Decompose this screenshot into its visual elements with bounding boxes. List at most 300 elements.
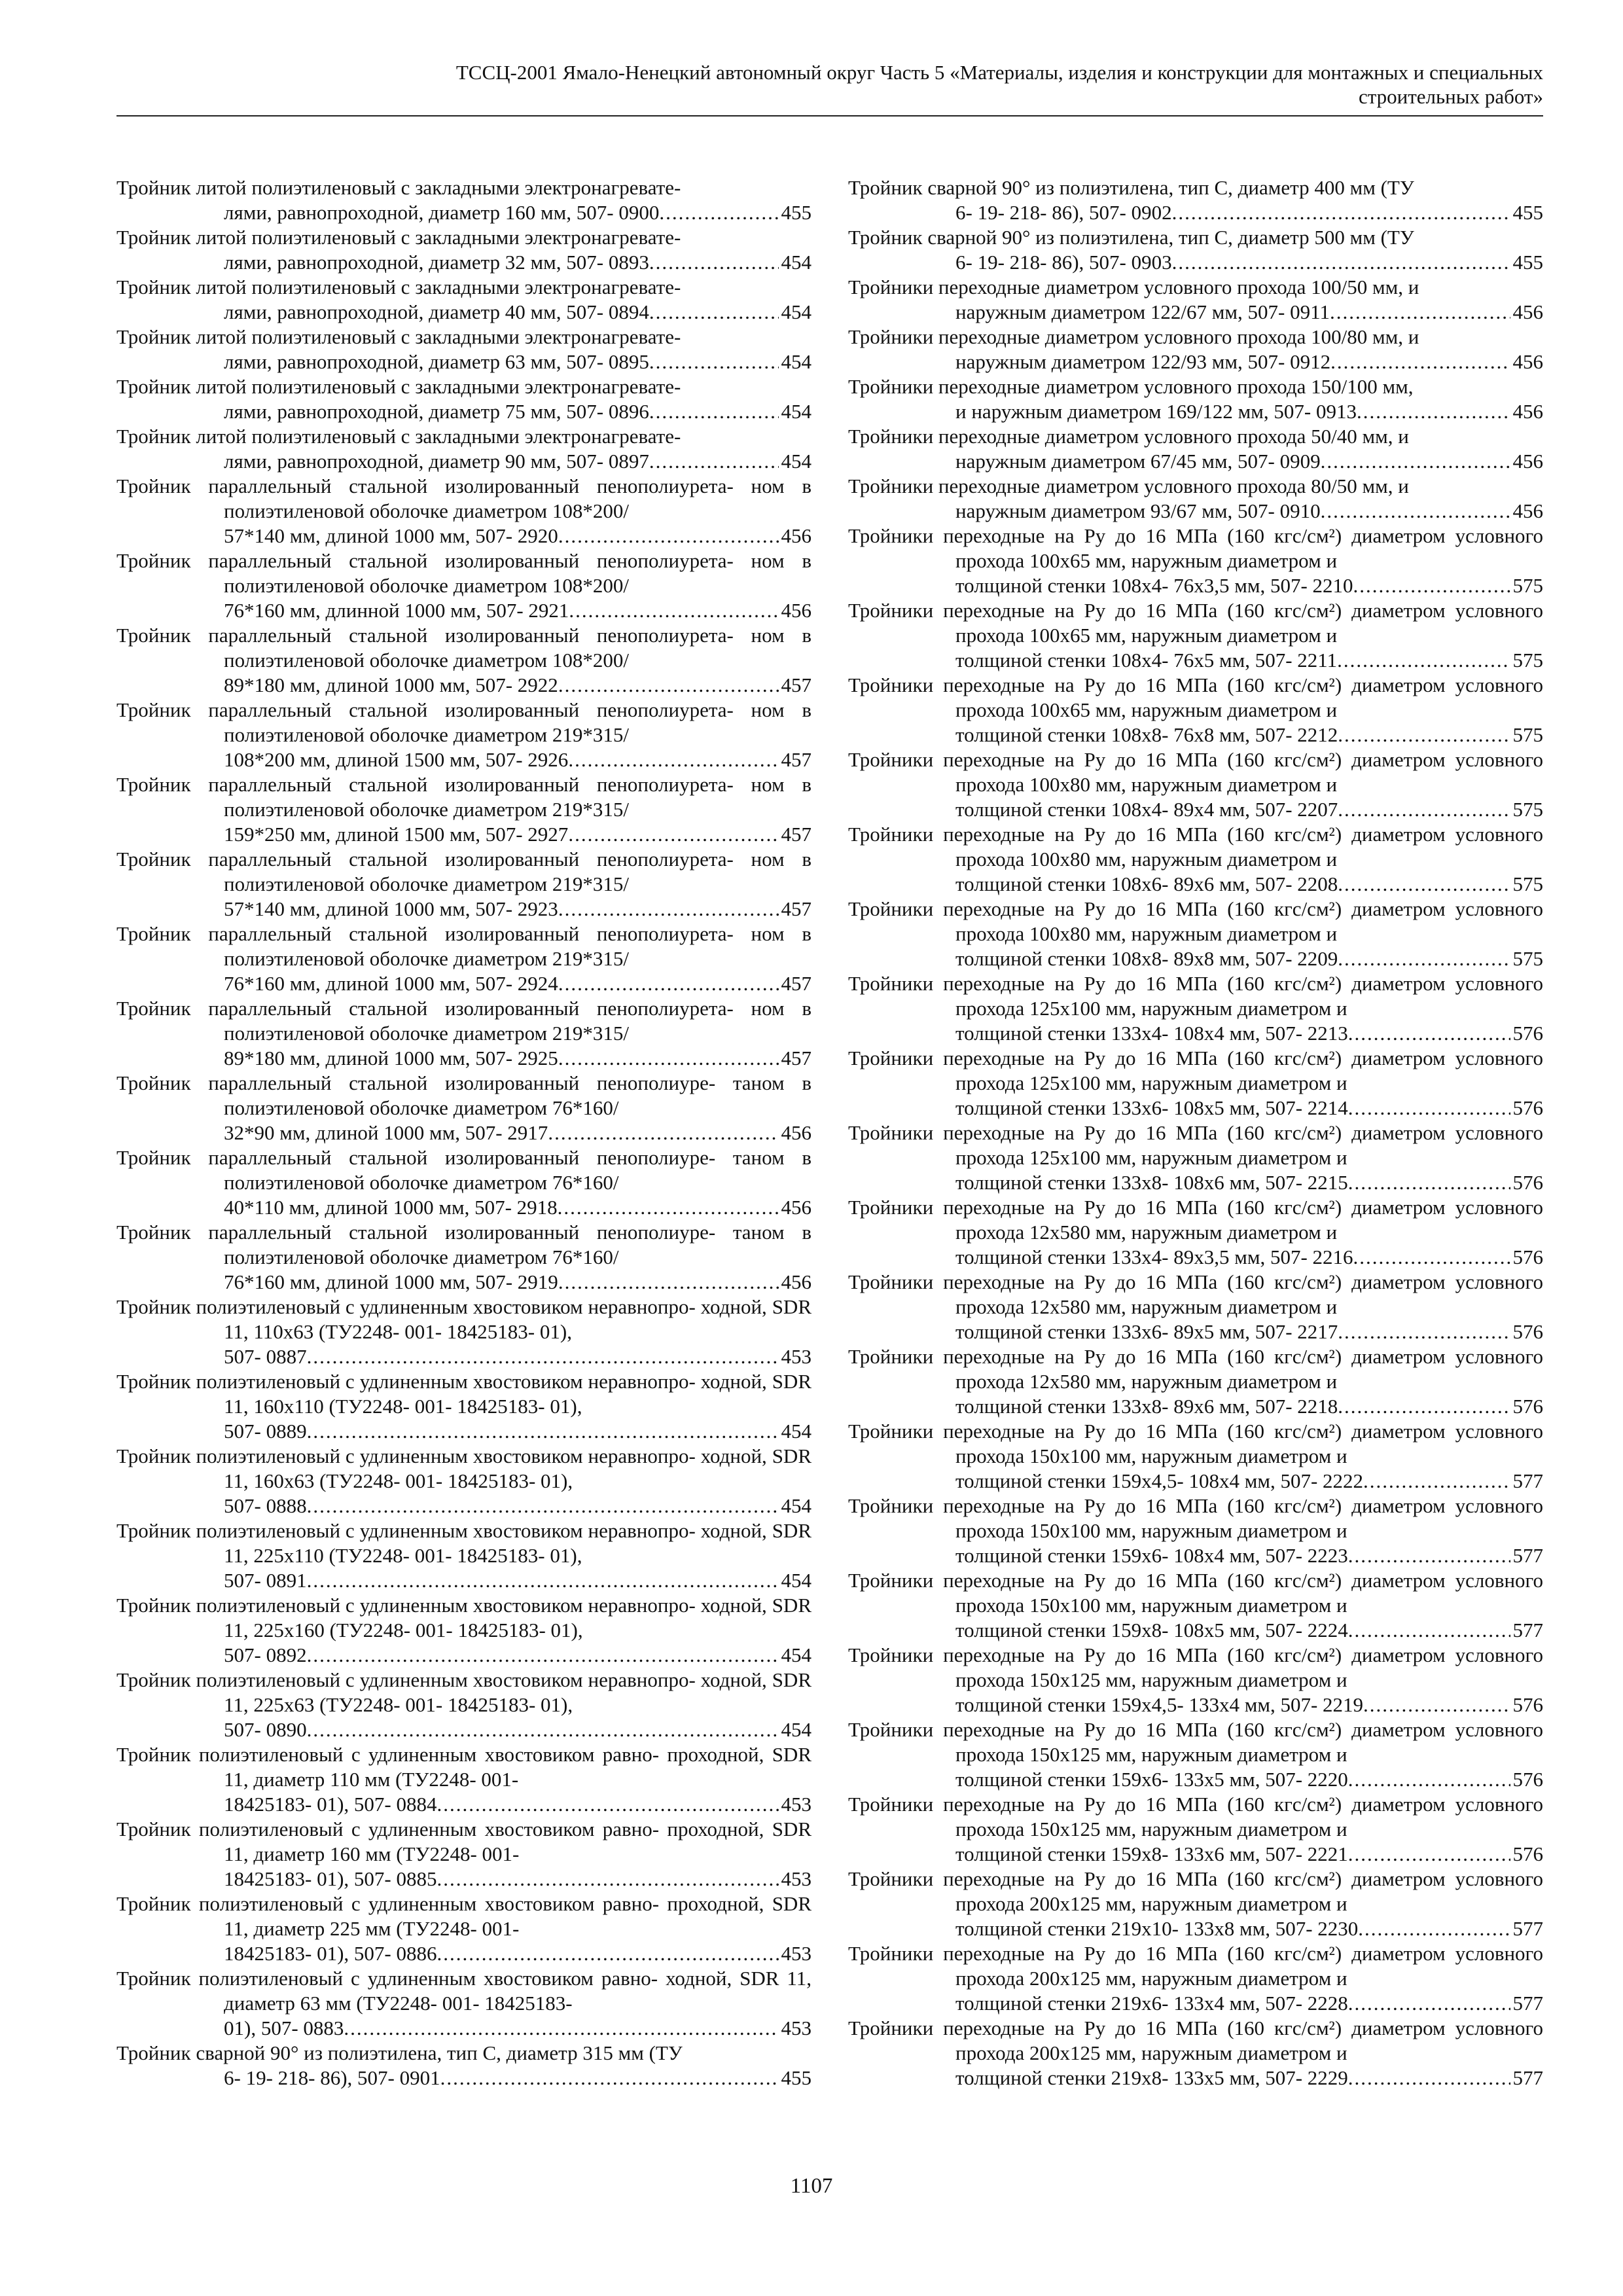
index-entry-reference: толщиной стенки 108х4- 76х3,5 мм, 507- 2210 bbox=[955, 574, 1353, 597]
index-entry bbox=[848, 1568, 1543, 1643]
index-entry-reference: толщиной стенки 159х4,5- 133х4 мм, 507- 2219 bbox=[955, 1693, 1364, 1716]
index-entry-page: 456 bbox=[1512, 400, 1543, 423]
dot-leader bbox=[1348, 1618, 1510, 1643]
index-entry-page: 456 bbox=[781, 599, 812, 622]
index-entry-page: 453 bbox=[781, 1793, 812, 1816]
index-entry-reference: толщиной стенки 159х8- 108х5 мм, 507- 2224 bbox=[955, 1619, 1348, 1641]
index-entry-reference: толщиной стенки 159х6- 108х4 мм, 507- 2223 bbox=[955, 1544, 1348, 1567]
index-entry-text: Тройник параллельный стальной изолированный пенополиурета- ном в полиэтиленовой оболочке диаметром 219*315/ bbox=[116, 848, 812, 895]
index-entry-last-line bbox=[224, 1121, 812, 1145]
index-entry bbox=[848, 673, 1543, 747]
dot-leader bbox=[1338, 723, 1510, 747]
index-entry-reference: 89*180 мм, длиной 1000 мм, 507- 2922 bbox=[224, 673, 558, 696]
dot-leader bbox=[558, 897, 779, 922]
index-entry-last-line bbox=[955, 648, 1543, 673]
index-entry-text: Тройники переходные на Ру до 16 МПа (160 кгс/см²) диаметром условного прохода 100х80 мм, наружным диаметром и bbox=[848, 823, 1543, 870]
index-entry-page: 456 bbox=[1512, 350, 1543, 373]
index-entry-reference: толщиной стенки 133х4- 108х4 мм, 507- 2213 bbox=[955, 1022, 1348, 1045]
index-entry bbox=[116, 996, 812, 1071]
page-number: 1107 bbox=[790, 2174, 833, 2198]
index-entry-text: Тройник полиэтиленовый с удлиненным хвостовиком равно- ходной, SDR 11, диаметр 63 мм (ТУ2248- 001- 18425183- bbox=[116, 1967, 812, 2015]
dot-leader bbox=[437, 1941, 778, 1966]
index-entry-reference: толщиной стенки 108х8- 89х8 мм, 507- 2209 bbox=[955, 947, 1338, 970]
dot-leader bbox=[307, 1717, 779, 1742]
index-entry-page: 575 bbox=[1512, 798, 1543, 821]
index-entry-text: Тройники переходные на Ру до 16 МПа (160 кгс/см²) диаметром условного прохода 200х125 мм, наружным диаметром и bbox=[848, 1942, 1543, 1990]
dot-leader bbox=[1338, 797, 1510, 822]
dot-leader bbox=[659, 200, 778, 225]
index-entry-page: 456 bbox=[1512, 450, 1543, 473]
index-entry-page: 456 bbox=[781, 1121, 812, 1144]
index-entry-reference: наружным диаметром 122/67 мм, 507- 0911 bbox=[955, 300, 1330, 323]
index-entry-reference: толщиной стенки 108х4- 89х4 мм, 507- 2207 bbox=[955, 798, 1338, 821]
index-entry-page: 577 bbox=[1512, 1992, 1543, 2015]
index-entry bbox=[116, 1966, 812, 2041]
index-entry-last-line bbox=[955, 200, 1543, 225]
index-entry-last-line bbox=[955, 1170, 1543, 1195]
index-entry-page: 454 bbox=[781, 450, 812, 473]
dot-leader bbox=[1330, 350, 1510, 374]
index-entry-text: Тройник литой полиэтиленовый с закладными электронагревате- bbox=[116, 375, 681, 398]
index-entry-reference: 507- 0889 bbox=[224, 1420, 307, 1443]
index-entry-text: Тройник параллельный стальной изолированный пенополиурета- ном в полиэтиленовой оболочке диаметром 219*315/ bbox=[116, 773, 812, 821]
index-entry-reference: 57*140 мм, длиной 1000 мм, 507- 2923 bbox=[224, 897, 558, 920]
index-entry-reference: толщиной стенки 219х8- 133х5 мм, 507- 2229 bbox=[955, 2066, 1348, 2089]
index-entry-reference: 507- 0891 bbox=[224, 1569, 307, 1592]
index-entry-text: Тройник литой полиэтиленовый с закладными электронагревате- bbox=[116, 226, 681, 249]
index-entry-last-line bbox=[224, 300, 812, 325]
index-entry-page: 457 bbox=[781, 748, 812, 771]
index-entry-last-line bbox=[955, 723, 1543, 747]
index-entry-text: Тройники переходные на Ру до 16 МПа (160 кгс/см²) диаметром условного прохода 100х80 мм, наружным диаметром и bbox=[848, 748, 1543, 796]
index-entry-page: 454 bbox=[781, 350, 812, 373]
index-entry-last-line bbox=[224, 822, 812, 847]
index-entry-page: 454 bbox=[781, 1494, 812, 1517]
dot-leader bbox=[1330, 300, 1510, 325]
index-entry-text: Тройник полиэтиленовый с удлиненным хвостовиком равно- проходной, SDR 11, диаметр 225 мм (ТУ2248- 001- bbox=[116, 1892, 812, 1940]
index-entry-last-line bbox=[224, 449, 812, 474]
index-entry bbox=[848, 1494, 1543, 1568]
index-entry-last-line bbox=[224, 1792, 812, 1817]
index-entry bbox=[848, 822, 1543, 897]
index-entry bbox=[848, 1344, 1543, 1419]
index-entry-text: Тройник параллельный стальной изолированный пенополиуре- таном в полиэтиленовой оболочке диаметром 76*160/ bbox=[116, 1146, 812, 1194]
index-entry bbox=[848, 2016, 1543, 2090]
index-entry-page: 454 bbox=[781, 300, 812, 323]
index-entry-last-line bbox=[224, 1344, 812, 1369]
index-entry-text: Тройник полиэтиленовый с удлиненным хвостовиком равно- проходной, SDR 11, диаметр 110 мм (ТУ2248- 001- bbox=[116, 1743, 812, 1791]
index-entry-page: 457 bbox=[781, 673, 812, 696]
index-entry-last-line bbox=[224, 350, 812, 374]
dot-leader bbox=[1363, 1469, 1510, 1494]
index-entry-page: 454 bbox=[781, 251, 812, 274]
index-entry-last-line bbox=[224, 1494, 812, 1518]
index-entry-reference: 89*180 мм, длиной 1000 мм, 507- 2925 bbox=[224, 1047, 558, 1069]
index-entry bbox=[116, 474, 812, 548]
index-entry-page: 576 bbox=[1512, 1096, 1543, 1119]
index-entry-reference: толщиной стенки 133х6- 108х5 мм, 507- 2214 bbox=[955, 1096, 1348, 1119]
index-entry-page: 454 bbox=[781, 1420, 812, 1443]
index-entry bbox=[848, 1867, 1543, 1941]
index-entry-page: 456 bbox=[781, 1196, 812, 1219]
index-entry bbox=[848, 1121, 1543, 1195]
index-entry bbox=[848, 747, 1543, 822]
index-entry-text: Тройник литой полиэтиленовый с закладными электронагревате- bbox=[116, 425, 681, 448]
dot-leader bbox=[649, 350, 779, 374]
header-title-line2: строительных работ» bbox=[1358, 85, 1543, 108]
index-entry bbox=[848, 1792, 1543, 1867]
index-entry-reference: толщиной стенки 219х6- 133х4 мм, 507- 2228 bbox=[955, 1992, 1348, 2015]
index-entry-last-line bbox=[955, 797, 1543, 822]
index-entry bbox=[848, 598, 1543, 673]
index-entry-reference: 18425183- 01), 507- 0886 bbox=[224, 1942, 437, 1965]
index-entry-reference: 32*90 мм, длиной 1000 мм, 507- 2917 bbox=[224, 1121, 548, 1144]
index-entry-reference: 76*160 мм, длинной 1000 мм, 507- 2921 bbox=[224, 599, 569, 622]
index-entry-reference: 40*110 мм, длиной 1000 мм, 507- 2918 bbox=[224, 1196, 558, 1219]
index-entry-page: 457 bbox=[781, 1047, 812, 1069]
index-entry-page: 576 bbox=[1512, 1246, 1543, 1268]
index-entry bbox=[116, 374, 812, 424]
index-entry-last-line bbox=[224, 971, 812, 996]
index-entry-text: Тройники переходные диаметром условного прохода 100/80 мм, и bbox=[848, 325, 1419, 348]
index-entry-last-line bbox=[224, 2066, 812, 2090]
index-entry-page: 577 bbox=[1512, 1469, 1543, 1492]
index-entry-reference: лями, равнопроходной, диаметр 40 мм, 507- 0894 bbox=[224, 300, 649, 323]
dot-leader bbox=[1348, 1170, 1510, 1195]
index-entry-reference: наружным диаметром 67/45 мм, 507- 0909 bbox=[955, 450, 1321, 473]
index-entry bbox=[116, 1444, 812, 1518]
index-entry-last-line bbox=[955, 449, 1543, 474]
index-entry bbox=[116, 772, 812, 847]
dot-leader bbox=[568, 822, 778, 847]
index-entry-last-line bbox=[224, 399, 812, 424]
index-entry-text: Тройник полиэтиленовый с удлиненным хвостовиком неравнопро- ходной, SDR 11, 160х110 (ТУ2248- 001- 18425183- 01), bbox=[116, 1370, 812, 1418]
index-entry-last-line bbox=[224, 1643, 812, 1668]
index-entry-reference: 76*160 мм, длиной 1000 мм, 507- 2924 bbox=[224, 972, 558, 995]
index-entry bbox=[116, 548, 812, 623]
index-entry bbox=[848, 1195, 1543, 1270]
dot-leader bbox=[1348, 1767, 1510, 1792]
index-entry-last-line bbox=[955, 2066, 1543, 2090]
dot-leader bbox=[1338, 1394, 1510, 1419]
index-entry-page: 575 bbox=[1512, 872, 1543, 895]
index-entry-text: Тройники переходные на Ру до 16 МПа (160 кгс/см²) диаметром условного прохода 12х580 мм, наружным диаметром и bbox=[848, 1270, 1543, 1318]
index-entry bbox=[116, 1145, 812, 1220]
index-entry-last-line bbox=[224, 2016, 812, 2041]
index-entry-text: Тройник литой полиэтиленовый с закладными электронагревате- bbox=[116, 325, 681, 348]
dot-leader bbox=[649, 399, 779, 424]
dot-leader bbox=[1348, 1096, 1510, 1121]
index-entry-text: Тройники переходные диаметром условного прохода 100/50 мм, и bbox=[848, 276, 1419, 298]
dot-leader bbox=[1348, 1543, 1510, 1568]
index-entry-reference: толщиной стенки 159х4,5- 108х4 мм, 507- 2222 bbox=[955, 1469, 1364, 1492]
index-entry-text: Тройники переходные на Ру до 16 МПа (160 кгс/см²) диаметром условного прохода 150х125 мм, наружным диаметром и bbox=[848, 1643, 1543, 1691]
index-entry bbox=[848, 1643, 1543, 1717]
index-entry bbox=[116, 1817, 812, 1892]
index-entry bbox=[116, 1668, 812, 1742]
index-entry-last-line bbox=[224, 524, 812, 548]
index-entry-text: Тройники переходные диаметром условного прохода 150/100 мм, bbox=[848, 375, 1414, 398]
index-entry-last-line bbox=[224, 747, 812, 772]
index-entry bbox=[848, 325, 1543, 374]
index-entry-text: Тройник параллельный стальной изолированный пенополиурета- ном в полиэтиленовой оболочке диаметром 108*200/ bbox=[116, 549, 812, 597]
index-entry-last-line bbox=[955, 872, 1543, 897]
index-entry-page: 453 bbox=[781, 1867, 812, 1890]
index-entry-text: Тройник параллельный стальной изолированный пенополиурета- ном в полиэтиленовой оболочке диаметром 108*200/ bbox=[116, 475, 812, 522]
index-entry-last-line bbox=[955, 1767, 1543, 1792]
index-entry-text: Тройники переходные на Ру до 16 МПа (160 кгс/см²) диаметром условного прохода 12х580 мм, наружным диаметром и bbox=[848, 1196, 1543, 1244]
index-entry-reference: 76*160 мм, длиной 1000 мм, 507- 2919 bbox=[224, 1270, 558, 1293]
dot-leader bbox=[1358, 1916, 1510, 1941]
index-entry-reference: 507- 0890 bbox=[224, 1718, 307, 1741]
dot-leader bbox=[307, 1419, 779, 1444]
index-entry-last-line bbox=[224, 598, 812, 623]
index-entry-text: Тройник параллельный стальной изолированный пенополиурета- ном в полиэтиленовой оболочке диаметром 219*315/ bbox=[116, 698, 812, 746]
index-entry-text: Тройник полиэтиленовый с удлиненным хвостовиком равно- проходной, SDR 11, диаметр 160 мм (ТУ2248- 001- bbox=[116, 1818, 812, 1865]
dot-leader bbox=[1357, 399, 1510, 424]
index-entry-text: Тройник полиэтиленовый с удлиненным хвостовиком неравнопро- ходной, SDR 11, 110х63 (ТУ2248- 001- 18425183- 01), bbox=[116, 1295, 812, 1343]
index-entry-page: 576 bbox=[1512, 1768, 1543, 1791]
index-entry-last-line bbox=[224, 897, 812, 922]
index-entry-text: Тройники переходные на Ру до 16 МПа (160 кгс/см²) диаметром условного прохода 150х125 мм, наружным диаметром и bbox=[848, 1793, 1543, 1840]
dot-leader bbox=[558, 1046, 779, 1071]
index-entry-last-line bbox=[955, 250, 1543, 275]
dot-leader bbox=[558, 1195, 779, 1220]
index-entry bbox=[116, 1892, 812, 1966]
index-entry-page: 577 bbox=[1512, 2066, 1543, 2089]
index-entry bbox=[116, 623, 812, 698]
dot-leader bbox=[1353, 1245, 1510, 1270]
index-entry bbox=[116, 424, 812, 474]
index-entry-page: 454 bbox=[781, 1718, 812, 1741]
index-entry bbox=[116, 1220, 812, 1295]
index-entry-page: 576 bbox=[1512, 1320, 1543, 1343]
dot-leader bbox=[1353, 573, 1510, 598]
index-entry bbox=[116, 847, 812, 922]
index-entry bbox=[116, 1518, 812, 1593]
dot-leader bbox=[1172, 200, 1510, 225]
dot-leader bbox=[1338, 946, 1510, 971]
index-entry-text: Тройник параллельный стальной изолированный пенополиурета- ном в полиэтиленовой оболочке диаметром 108*200/ bbox=[116, 624, 812, 672]
index-entry-reference: лями, равнопроходной, диаметр 160 мм, 507- 0900 bbox=[224, 201, 660, 224]
index-entry-text: Тройники переходные на Ру до 16 МПа (160 кгс/см²) диаметром условного прохода 100х65 мм, наружным диаметром и bbox=[848, 673, 1543, 721]
index-entry-page: 454 bbox=[781, 1569, 812, 1592]
dot-leader bbox=[558, 673, 779, 698]
index-entry-text: Тройник сварной 90° из полиэтилена, тип С, диаметр 400 мм (ТУ bbox=[848, 176, 1414, 199]
index-entry-text: Тройник полиэтиленовый с удлиненным хвостовиком неравнопро- ходной, SDR 11, 225х110 (ТУ2248- 001- 18425183- 01), bbox=[116, 1519, 812, 1567]
index-entry bbox=[848, 971, 1543, 1046]
index-entry bbox=[116, 922, 812, 996]
index-entry-reference: 18425183- 01), 507- 0885 bbox=[224, 1867, 437, 1890]
index-entry-last-line bbox=[955, 1394, 1543, 1419]
index-column-left bbox=[116, 175, 812, 2090]
index-entry-text: Тройник полиэтиленовый с удлиненным хвостовиком неравнопро- ходной, SDR 11, 225х160 (ТУ2248- 001- 18425183- 01), bbox=[116, 1594, 812, 1641]
index-entry bbox=[116, 1071, 812, 1145]
index-entry-page: 577 bbox=[1512, 1917, 1543, 1940]
index-entry-reference: 6- 19- 218- 86), 507- 0902 bbox=[955, 201, 1172, 224]
index-entry-page: 456 bbox=[781, 524, 812, 547]
index-entry-reference: лями, равнопроходной, диаметр 32 мм, 507- 0893 bbox=[224, 251, 649, 274]
index-entry-text: Тройники переходные на Ру до 16 МПа (160 кгс/см²) диаметром условного прохода 12х580 мм, наружным диаметром и bbox=[848, 1345, 1543, 1393]
index-entry-last-line bbox=[955, 1469, 1543, 1494]
index-entry bbox=[116, 225, 812, 275]
index-entry-text: Тройник полиэтиленовый с удлиненным хвостовиком неравнопро- ходной, SDR 11, 225х63 (ТУ2248- 001- 18425183- 01), bbox=[116, 1668, 812, 1716]
dot-leader bbox=[548, 1121, 778, 1145]
index-entry-reference: толщиной стенки 159х8- 133х6 мм, 507- 2221 bbox=[955, 1842, 1348, 1865]
index-entry bbox=[848, 1270, 1543, 1344]
index-entry-text: Тройники переходные на Ру до 16 МПа (160 кгс/см²) диаметром условного прохода 200х125 мм, наружным диаметром и bbox=[848, 1867, 1543, 1915]
index-entry bbox=[116, 325, 812, 374]
index-entry-page: 457 bbox=[781, 823, 812, 846]
index-entry-page: 455 bbox=[781, 201, 812, 224]
index-entry-last-line bbox=[224, 250, 812, 275]
index-entry-page: 576 bbox=[1512, 1395, 1543, 1418]
index-entry-text: Тройник сварной 90° из полиэтилена, тип С, диаметр 315 мм (ТУ bbox=[116, 2041, 683, 2064]
dot-leader bbox=[1348, 1021, 1510, 1046]
index-entry-page: 576 bbox=[1512, 1171, 1543, 1194]
index-entry-text: Тройники переходные диаметром условного прохода 80/50 мм, и bbox=[848, 475, 1409, 497]
index-entry-last-line bbox=[224, 1717, 812, 1742]
index-entry-reference: наружным диаметром 93/67 мм, 507- 0910 bbox=[955, 499, 1321, 522]
header-divider bbox=[116, 115, 1543, 117]
index-entry-reference: лями, равнопроходной, диаметр 75 мм, 507- 0896 bbox=[224, 400, 649, 423]
dot-leader bbox=[307, 1344, 779, 1369]
index-entry-page: 454 bbox=[781, 1643, 812, 1666]
page-header bbox=[116, 60, 1543, 109]
index-entry-last-line bbox=[955, 499, 1543, 524]
index-entry-text: Тройники переходные на Ру до 16 МПа (160 кгс/см²) диаметром условного прохода 100х65 мм, наружным диаметром и bbox=[848, 599, 1543, 647]
index-entry-reference: лями, равнопроходной, диаметр 90 мм, 507- 0897 bbox=[224, 450, 649, 473]
index-entry-reference: толщиной стенки 108х6- 89х6 мм, 507- 2208 bbox=[955, 872, 1338, 895]
dot-leader bbox=[1363, 1693, 1510, 1717]
dot-leader bbox=[307, 1494, 779, 1518]
index-entry bbox=[116, 1369, 812, 1444]
index-entry-reference: 108*200 мм, длиной 1500 мм, 507- 2926 bbox=[224, 748, 569, 771]
index-entry-last-line bbox=[224, 1270, 812, 1295]
index-entry-reference: 507- 0892 bbox=[224, 1643, 307, 1666]
dot-leader bbox=[440, 2066, 779, 2090]
index-entry-page: 455 bbox=[1512, 201, 1543, 224]
index-entry bbox=[116, 698, 812, 772]
dot-leader bbox=[569, 598, 778, 623]
index-entry-last-line bbox=[955, 1991, 1543, 2016]
index-entry-reference: толщиной стенки 108х8- 76х8 мм, 507- 2212 bbox=[955, 723, 1338, 746]
index-entry-text: Тройники переходные на Ру до 16 МПа (160 кгс/см²) диаметром условного прохода 150х100 мм, наружным диаметром и bbox=[848, 1569, 1543, 1617]
index-entry bbox=[848, 1419, 1543, 1494]
index-entry bbox=[848, 897, 1543, 971]
index-entry-page: 575 bbox=[1512, 649, 1543, 672]
index-entry-last-line bbox=[955, 1021, 1543, 1046]
index-entry-page: 575 bbox=[1512, 723, 1543, 746]
index-entry-page: 577 bbox=[1512, 1544, 1543, 1567]
index-entry-page: 456 bbox=[781, 1270, 812, 1293]
dot-leader bbox=[558, 524, 779, 548]
index-entry-page: 456 bbox=[1512, 499, 1543, 522]
index-entry bbox=[116, 1742, 812, 1817]
index-entry-text: Тройник параллельный стальной изолированный пенополиуре- таном в полиэтиленовой оболочке диаметром 76*160/ bbox=[116, 1221, 812, 1268]
index-entry bbox=[116, 1593, 812, 1668]
index-entry-reference: толщиной стенки 108х4- 76х5 мм, 507- 2211 bbox=[955, 649, 1338, 672]
index-entry-reference: и наружным диаметром 169/122 мм, 507- 0913 bbox=[955, 400, 1357, 423]
index-entry-last-line bbox=[224, 200, 812, 225]
index-entry-text: Тройники переходные на Ру до 16 МПа (160 кгс/см²) диаметром условного прохода 150х100 мм, наружным диаметром и bbox=[848, 1420, 1543, 1467]
index-entry bbox=[848, 524, 1543, 598]
index-entry bbox=[848, 1717, 1543, 1792]
dot-leader bbox=[344, 2016, 778, 2041]
index-entry-last-line bbox=[955, 1916, 1543, 1941]
dot-leader bbox=[307, 1568, 779, 1593]
index-entry-reference: наружным диаметром 122/93 мм, 507- 0912 bbox=[955, 350, 1331, 373]
index-entry-page: 455 bbox=[781, 2066, 812, 2089]
dot-leader bbox=[1338, 1319, 1510, 1344]
header-title-line1: ТССЦ-2001 Ямало-Ненецкий автономный округ Часть 5 «Материалы, изделия и конструкции для монтажных и специальных bbox=[455, 61, 1543, 84]
index-entry-last-line bbox=[955, 946, 1543, 971]
index-entry bbox=[116, 275, 812, 325]
dot-leader bbox=[1338, 872, 1510, 897]
index-entry-reference: 18425183- 01), 507- 0884 bbox=[224, 1793, 437, 1816]
index-entry-text: Тройник параллельный стальной изолированный пенополиурета- ном в полиэтиленовой оболочке диаметром 219*315/ bbox=[116, 922, 812, 970]
index-entry-text: Тройник сварной 90° из полиэтилена, тип С, диаметр 500 мм (ТУ bbox=[848, 226, 1414, 249]
dot-leader bbox=[1348, 1991, 1510, 2016]
index-entry-reference: 01), 507- 0883 bbox=[224, 2017, 344, 2039]
dot-leader bbox=[649, 449, 779, 474]
index-entry-page: 576 bbox=[1512, 1693, 1543, 1716]
index-entry-text: Тройники переходные на Ру до 16 МПа (160 кгс/см²) диаметром условного прохода 125х100 мм, наружным диаметром и bbox=[848, 972, 1543, 1020]
index-entry-text: Тройники переходные на Ру до 16 МПа (160 кгс/см²) диаметром условного прохода 100х65 мм, наружным диаметром и bbox=[848, 524, 1543, 572]
index-entry bbox=[848, 1941, 1543, 2016]
dot-leader bbox=[437, 1792, 778, 1817]
index-entry-last-line bbox=[955, 399, 1543, 424]
index-entry-last-line bbox=[224, 1867, 812, 1892]
dot-leader bbox=[1348, 1842, 1510, 1867]
dot-leader bbox=[437, 1867, 778, 1892]
index-entry-reference: 57*140 мм, длиной 1000 мм, 507- 2920 bbox=[224, 524, 558, 547]
index-entry-text: Тройники переходные на Ру до 16 МПа (160 кгс/см²) диаметром условного прохода 100х80 мм, наружным диаметром и bbox=[848, 897, 1543, 945]
dot-leader bbox=[649, 250, 779, 275]
index-entry-last-line bbox=[955, 1543, 1543, 1568]
index-entry-text: Тройники переходные на Ру до 16 МПа (160 кгс/см²) диаметром условного прохода 200х125 мм, наружным диаметром и bbox=[848, 2017, 1543, 2064]
index-entry-last-line bbox=[224, 1568, 812, 1593]
index-entry-text: Тройники переходные на Ру до 16 МПа (160 кгс/см²) диаметром условного прохода 125х100 мм, наружным диаметром и bbox=[848, 1121, 1543, 1169]
index-entry bbox=[848, 424, 1543, 474]
index-column-right bbox=[848, 175, 1543, 2090]
index-entry-reference: 159*250 мм, длиной 1500 мм, 507- 2927 bbox=[224, 823, 569, 846]
index-entry-reference: толщиной стенки 159х6- 133х5 мм, 507- 2220 bbox=[955, 1768, 1348, 1791]
index-entry-last-line bbox=[955, 1693, 1543, 1717]
index-entry bbox=[848, 175, 1543, 225]
index-entry bbox=[848, 374, 1543, 424]
index-entry-page: 577 bbox=[1512, 1619, 1543, 1641]
index-entry-last-line bbox=[955, 1618, 1543, 1643]
index-entry-reference: 507- 0887 bbox=[224, 1345, 307, 1368]
index-entry-text: Тройник литой полиэтиленовый с закладными электронагревате- bbox=[116, 176, 681, 199]
index-entry bbox=[848, 275, 1543, 325]
index-entry-last-line bbox=[955, 1319, 1543, 1344]
index-entry-reference: толщиной стенки 133х6- 89х5 мм, 507- 2217 bbox=[955, 1320, 1338, 1343]
index-entry-text: Тройники переходные диаметром условного прохода 50/40 мм, и bbox=[848, 425, 1409, 448]
index-entry-last-line bbox=[955, 1096, 1543, 1121]
index-entry-reference: толщиной стенки 219х10- 133х8 мм, 507- 2230 bbox=[955, 1917, 1359, 1940]
index-entry-reference: 507- 0888 bbox=[224, 1494, 307, 1517]
index-entry-page: 457 bbox=[781, 897, 812, 920]
index-entry-page: 576 bbox=[1512, 1022, 1543, 1045]
index-entry-page: 455 bbox=[1512, 251, 1543, 274]
dot-leader bbox=[307, 1643, 779, 1668]
index-entry-last-line bbox=[955, 350, 1543, 374]
index-entry-last-line bbox=[224, 673, 812, 698]
index-entry-text: Тройник параллельный стальной изолированный пенополиуре- таном в полиэтиленовой оболочке диаметром 76*160/ bbox=[116, 1071, 812, 1119]
index-entry-page: 575 bbox=[1512, 574, 1543, 597]
